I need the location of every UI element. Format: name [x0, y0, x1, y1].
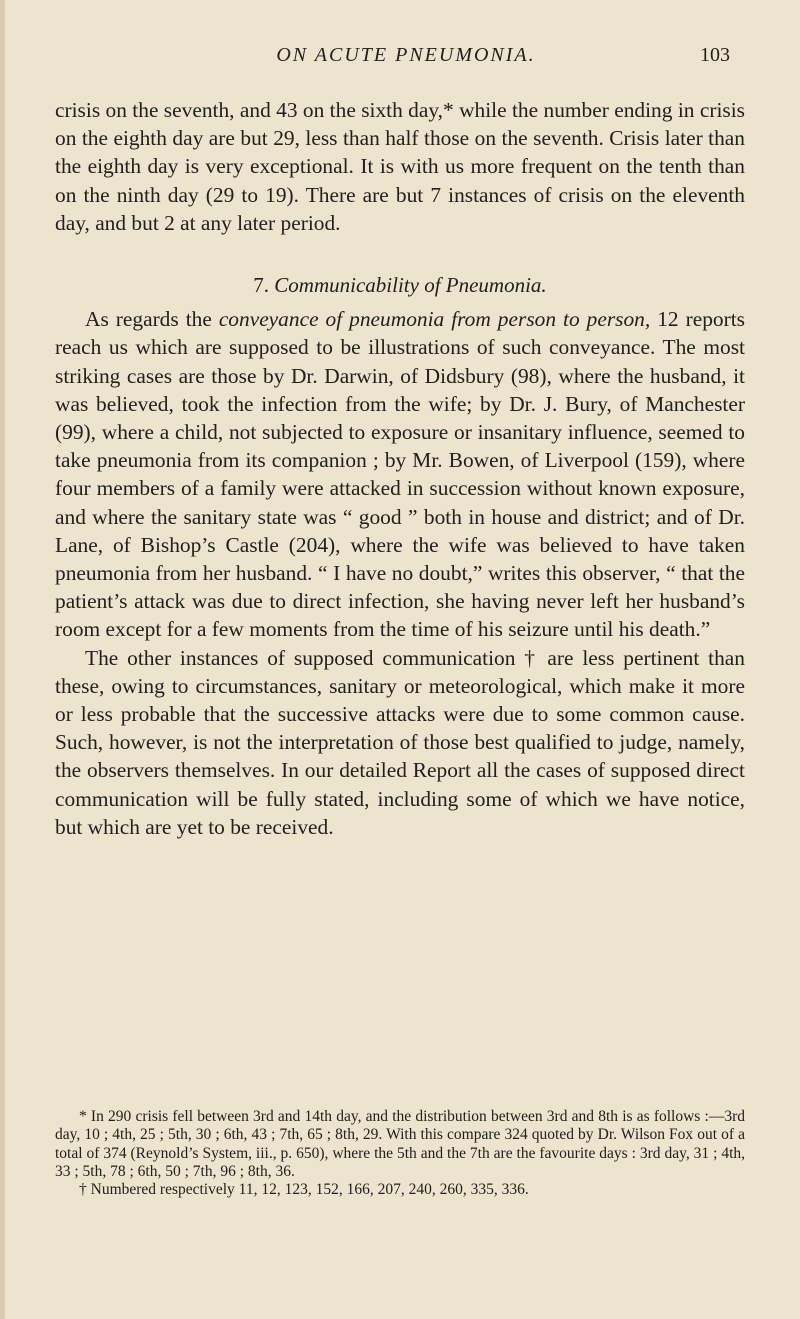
page-number: 103	[700, 44, 730, 66]
body-text	[55, 96, 745, 841]
paragraph-other-instances: The other instances of supposed communication † are less pertinent than these, owing to circumstances, sanitary or meteorological, which make it more or less probable that the successive attacks were due to some common cause. Such, however, is not the interpretation of those best qualified to judge, namely, the observers themselves. In our detailed Report all the cases of supposed direct communication will be fully stated, including some of which we have notice, but which are yet to be received.	[55, 645, 745, 839]
section-heading	[55, 271, 745, 299]
footnote-dagger: † Numbered respectively 11, 12, 123, 152, 166, 207, 240, 260, 335, 336.	[79, 1181, 529, 1199]
page-binding-edge	[0, 0, 5, 1319]
paragraph-crisis-days: crisis on the seventh, and 43 on the sixth day,* while the number ending in crisis on the eighth day are but 29, less than half those on the seventh. Crisis later than the eighth day is very exceptional. It is with us more frequent on the tenth than on the ninth day (29 to 19). There are but 7 instances of crisis on the eleventh day, and but 2 at any later period.	[55, 98, 745, 235]
footnote-star: * In 290 crisis fell between 3rd and 14th day, and the distribution between 3rd and 8th is as follows :—3rd day, 10 ; 4th, 25 ; 5th, 30 ; 6th, 43 ; 7th, 65 ; 8th, 29. With this compare 324 quoted by Dr. Wilson Fox out of a total of 374 (Reynold’s System, iii., p. 650), where the 5th and the 7th are the favourite days : 3rd day, 31 ; 4th, 33 ; 5th, 78 ; 6th, 50 ; 7th, 96 ; 8th, 36.	[55, 1108, 745, 1180]
paragraph-conveyance-rest: 12 reports reach us which are supposed to be illustrations of such conveyance. The most striking cases are those by Dr. Darwin, of Didsbury (98), where the husband, it was believed, took the infection from the wife; by Dr. J. Bury, of Manchester (99), where a child, not subjected to exposure or insanitary influence, seemed to take pneumonia from its companion ; by Mr. Bowen, of Liverpool (159), where four members of a family were attacked in succession without known exposure, and where the sanitary state was “ good ” both in house and district; and of Dr. Lane, of Bishop’s Castle (204), where the wife was believed to have taken pneumonia from her husband. “ I have no doubt,” writes this observer, “ that the patient’s attack was due to direct infection, she having never left her husband’s room except for a few moments from the time of his seizure until his death.”	[55, 307, 745, 642]
paragraph-conveyance	[55, 305, 745, 643]
running-title: ON ACUTE PNEUMONIA.	[276, 44, 536, 66]
footnotes	[55, 1108, 745, 1199]
section-title: Communicability of Pneumonia.	[274, 273, 547, 298]
paragraph-conveyance-emphasis: conveyance of pneumonia from person to person,	[218, 307, 651, 332]
section-number: 7.	[253, 273, 270, 298]
page-header	[82, 44, 730, 78]
paragraph-conveyance-lead: As regards the	[85, 307, 219, 332]
